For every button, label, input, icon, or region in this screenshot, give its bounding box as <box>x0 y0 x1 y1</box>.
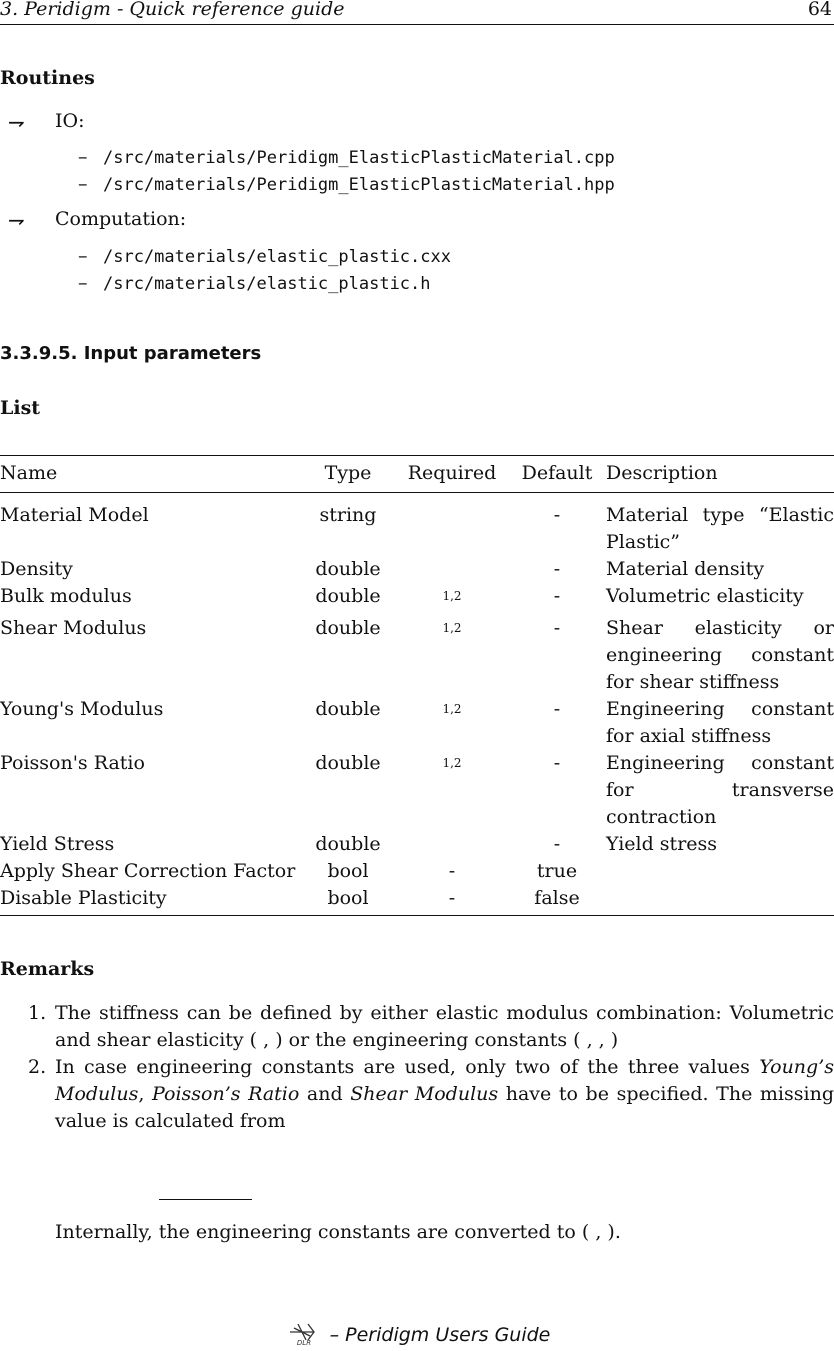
param-description <box>606 885 834 916</box>
param-description: Engineering constant for transverse contraction <box>606 752 834 828</box>
file-path: /src/materials/Peridigm_ElasticPlasticMaterial.cpp <box>103 148 615 168</box>
column-header-type: Type <box>300 456 396 493</box>
param-description <box>606 858 834 885</box>
column-header-name: Name <box>0 456 300 493</box>
table-row <box>0 583 834 615</box>
required-marker: 1,2 <box>442 621 462 635</box>
param-required <box>396 556 508 583</box>
param-required: - <box>396 885 508 916</box>
remark-text: have to be specified. The missing value is calculated from <box>55 1083 834 1132</box>
table-header-row <box>0 456 834 493</box>
emphasis-youngs-modulus: Young’s Modulus <box>55 1056 834 1105</box>
header-rule <box>0 24 834 25</box>
param-default: - <box>553 698 561 720</box>
param-name: Apply Shear Correction Factor <box>0 860 296 882</box>
required-marker: 1,2 <box>442 589 462 603</box>
page-number: 64 <box>807 0 832 20</box>
column-header-default: Default <box>508 456 606 493</box>
arrow-bullet-icon: ⇁ <box>8 208 25 232</box>
dlr-logo-text: DLR <box>296 1339 311 1346</box>
param-type: double <box>315 752 381 774</box>
param-default: - <box>553 558 561 580</box>
param-default: - <box>553 617 561 639</box>
table-row <box>0 858 834 885</box>
param-default: - <box>553 833 561 855</box>
footer-text: – Peridigm Users Guide <box>329 1324 551 1346</box>
param-required <box>396 583 508 615</box>
group-label-computation: Computation: <box>55 208 187 230</box>
group-label-io: IO: <box>55 110 85 132</box>
remark-text: The stiffness can be defined by either elastic modulus combination: Volumetric and shear elasticity ( , ) or the engineering constants ( , , ) <box>55 1002 834 1051</box>
file-path: /src/materials/elastic_plastic.cxx <box>103 247 451 267</box>
item-number: 1. <box>28 1002 47 1024</box>
dash-bullet-icon: – <box>78 272 88 294</box>
dash-bullet-icon: – <box>78 146 88 168</box>
param-type: bool <box>327 860 369 882</box>
routines-heading: Routines <box>0 67 95 89</box>
param-type: double <box>315 617 381 639</box>
remark-text: In case engineering constants are used, only two of the three values <box>55 1056 760 1078</box>
separator: and <box>299 1083 351 1105</box>
param-description: Volumetric elasticity <box>606 585 804 607</box>
param-required: - <box>448 860 456 882</box>
param-type: double <box>315 698 381 720</box>
list-heading: List <box>0 397 41 419</box>
param-default: true <box>536 860 578 882</box>
param-default: - <box>553 504 561 526</box>
param-required <box>396 493 508 557</box>
table-row <box>0 831 834 858</box>
param-required <box>396 831 508 858</box>
param-name: Disable Plasticity <box>0 885 300 916</box>
running-header-title: 3. Peridigm - Quick reference guide <box>0 0 345 20</box>
param-name: Density <box>0 558 73 580</box>
list-item <box>0 1054 834 1135</box>
param-description: Engineering constant for axial stiffness <box>606 698 834 747</box>
table-row <box>0 615 834 696</box>
param-required <box>396 615 508 696</box>
param-description: Material type “Elastic Plastic” <box>606 504 834 553</box>
table-row <box>0 493 834 557</box>
separator: , <box>138 1083 152 1105</box>
param-required <box>396 696 508 750</box>
param-default: - <box>553 752 561 774</box>
table-row <box>0 556 834 583</box>
param-description: Material density <box>606 558 765 580</box>
param-description: Shear elasticity or engineering constant for shear stiffness <box>606 617 834 693</box>
emphasis-shear-modulus: Shear Modulus <box>350 1083 499 1105</box>
page-footer <box>0 1320 834 1351</box>
dash-bullet-icon: – <box>78 173 88 195</box>
param-type: double <box>315 833 381 855</box>
param-name: Young's Modulus <box>0 698 164 720</box>
emphasis-poissons-ratio: Poisson’s Ratio <box>152 1083 300 1105</box>
param-name: Yield Stress <box>0 833 115 855</box>
required-marker: 1,2 <box>442 756 462 770</box>
column-header-description: Description <box>606 456 834 493</box>
param-name: Material Model <box>0 504 149 526</box>
param-type: double <box>315 585 381 607</box>
param-type: double <box>315 558 381 580</box>
closing-text: Internally, the engineering constants are converted to ( , ). <box>55 1221 621 1243</box>
list-item <box>0 1000 834 1054</box>
parameters-table <box>0 455 834 916</box>
file-path: /src/materials/Peridigm_ElasticPlasticMaterial.hpp <box>103 175 615 195</box>
param-description: Yield stress <box>606 833 718 855</box>
dlr-logo-icon <box>284 1320 324 1351</box>
section-title: 3.3.9.5. Input parameters <box>0 343 262 364</box>
param-default: - <box>553 585 561 607</box>
remarks-list <box>0 1000 834 1135</box>
remarks-heading: Remarks <box>0 958 95 980</box>
arrow-bullet-icon: ⇁ <box>8 110 25 134</box>
table-row <box>0 696 834 750</box>
param-name: Bulk modulus <box>0 585 132 607</box>
param-name: Poisson's Ratio <box>0 752 145 774</box>
column-header-required: Required <box>396 456 508 493</box>
param-name: Shear Modulus <box>0 617 147 639</box>
table-row <box>0 885 834 916</box>
file-path: /src/materials/elastic_plastic.h <box>103 274 431 294</box>
dash-bullet-icon: – <box>78 245 88 267</box>
table-row <box>0 750 834 831</box>
required-marker: 1,2 <box>442 702 462 716</box>
param-type: bool <box>300 885 396 916</box>
param-default: false <box>508 885 606 916</box>
item-number: 2. <box>28 1056 47 1078</box>
param-required <box>396 750 508 831</box>
param-type: string <box>319 504 377 526</box>
fraction-bar <box>159 1199 252 1200</box>
